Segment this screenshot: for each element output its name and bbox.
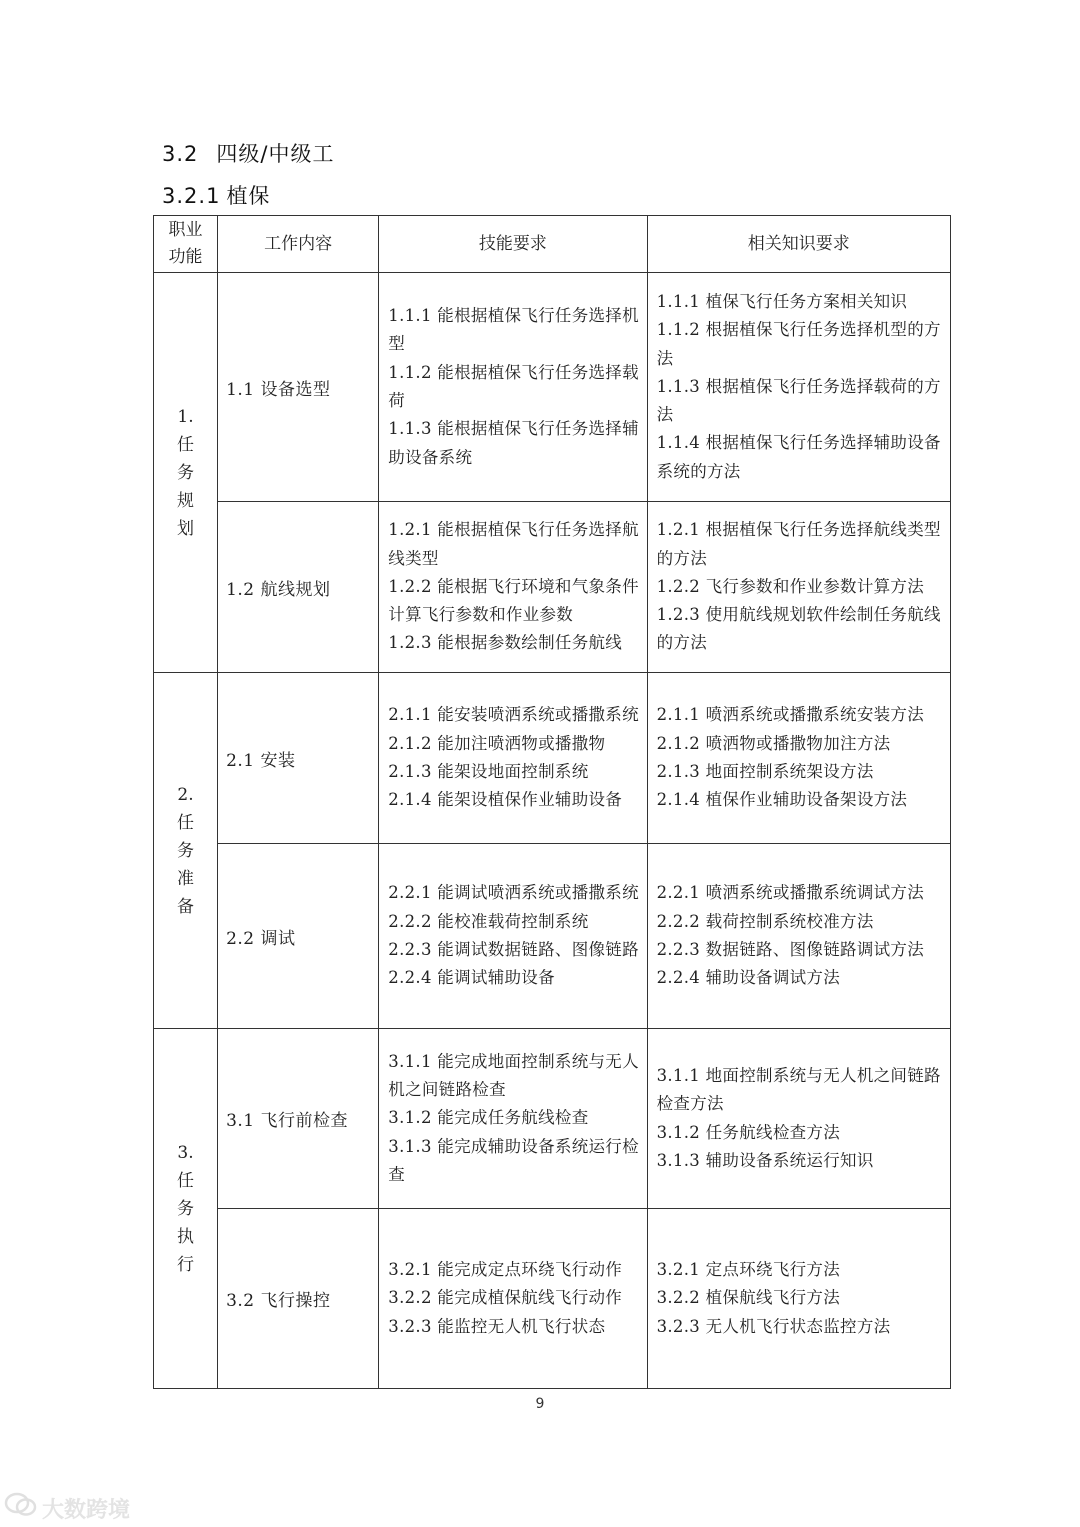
knowledge-cell	[647, 1029, 950, 1209]
knowledge-cell	[647, 1209, 950, 1389]
requirement-item: 1.1.3 能根据植保飞行任务选择辅助设备系统	[388, 419, 639, 467]
function-cell	[154, 1029, 218, 1389]
requirement-item: 3.1.1 地面控制系统与无人机之间链路检查方法	[656, 1065, 941, 1114]
table-header-row	[154, 216, 951, 273]
skills-cell	[379, 273, 647, 502]
function-number: 1.	[177, 406, 194, 427]
requirement-item: 3.2.2 植保航线飞行方法	[656, 1288, 841, 1308]
requirement-item: 1.2.3 使用航线规划软件绘制任务航线的方法	[656, 605, 941, 653]
requirement-item: 2.2.1 喷洒系统或播撒系统调试方法	[656, 883, 925, 903]
requirement-item: 2.2.3 数据链路、图像链路调试方法	[656, 940, 925, 959]
header-work: 工作内容	[218, 216, 379, 273]
function-char: 任	[177, 812, 195, 833]
function-char: 任	[177, 434, 195, 455]
knowledge-cell	[647, 673, 950, 844]
section-title: 四级/中级工	[216, 142, 335, 166]
function-number: 3.	[177, 1142, 194, 1163]
requirement-item: 2.2.2 能校准载荷控制系统	[388, 911, 589, 931]
work-content-cell: 3.2 飞行操控	[218, 1209, 379, 1389]
requirement-item: 2.1.1 喷洒系统或播撒系统安装方法	[656, 705, 925, 725]
knowledge-cell	[647, 273, 950, 502]
section-number: 3.2	[162, 142, 199, 166]
skills-cell	[379, 502, 647, 673]
section-heading	[162, 138, 334, 168]
requirement-item: 3.2.1 能完成定点环绕飞行动作	[388, 1260, 623, 1280]
requirement-item: 1.1.2 根据植保飞行任务选择机型的方法	[656, 320, 941, 368]
work-content-cell: 1.1 设备选型	[218, 273, 379, 502]
function-char: 任	[177, 1170, 195, 1191]
requirement-item: 3.2.1 定点环绕飞行方法	[656, 1260, 841, 1280]
page-number: 9	[535, 1396, 545, 1412]
function-char: 划	[177, 518, 195, 539]
requirement-item: 2.2.4 能调试辅助设备	[388, 968, 555, 988]
watermark	[4, 1492, 130, 1524]
requirement-item: 2.2.2 载荷控制系统校准方法	[656, 911, 874, 931]
function-cell	[154, 673, 218, 1029]
knowledge-cell	[647, 502, 950, 673]
table-row	[154, 844, 951, 1029]
weixin-logo-icon	[4, 1492, 38, 1524]
requirement-item: 2.1.2 喷洒物或播撒物加注方法	[656, 733, 891, 753]
header-knowledge: 相关知识要求	[647, 216, 950, 273]
requirement-item: 2.2.3 能调试数据链路、图像链路	[388, 940, 639, 959]
requirement-item: 3.2.2 能完成植保航线飞行动作	[388, 1288, 623, 1308]
work-content-cell: 1.2 航线规划	[218, 502, 379, 673]
function-char: 备	[177, 896, 195, 917]
requirement-item: 2.1.2 能加注喷洒物或播撒物	[388, 733, 606, 753]
subsection-title: 植保	[226, 184, 271, 208]
requirement-item: 1.1.2 能根据植保飞行任务选择载荷	[388, 362, 639, 410]
requirement-item: 3.1.2 任务航线检查方法	[656, 1122, 841, 1142]
function-cell	[154, 273, 218, 673]
work-content-cell: 3.1 飞行前检查	[218, 1029, 379, 1209]
table-row	[154, 1209, 951, 1389]
work-content-cell: 2.2 调试	[218, 844, 379, 1029]
requirement-item: 2.1.4 能架设植保作业辅助设备	[388, 790, 623, 810]
table-row	[154, 273, 951, 502]
requirement-item: 1.2.2 飞行参数和作业参数计算方法	[656, 576, 925, 596]
requirements-table	[153, 215, 951, 1389]
requirement-item: 1.2.3 能根据参数绘制任务航线	[388, 633, 623, 653]
function-char: 务	[177, 1198, 195, 1219]
table-row	[154, 502, 951, 673]
requirement-item: 3.2.3 无人机飞行状态监控方法	[656, 1316, 891, 1336]
skills-cell	[379, 844, 647, 1029]
requirement-item: 3.1.2 能完成任务航线检查	[388, 1108, 589, 1128]
requirement-item: 3.1.3 能完成辅助设备系统运行检查	[388, 1136, 639, 1184]
skills-cell	[379, 1029, 647, 1209]
requirement-item: 1.1.4 根据植保飞行任务选择辅助设备系统的方法	[656, 433, 941, 481]
work-content-cell: 2.1 安装	[218, 673, 379, 844]
requirement-item: 3.1.3 辅助设备系统运行知识	[656, 1150, 874, 1170]
function-number: 2.	[177, 784, 194, 805]
function-char: 务	[177, 840, 195, 861]
requirement-item: 2.1.4 植保作业辅助设备架设方法	[656, 790, 908, 810]
table-row	[154, 1029, 951, 1209]
requirement-item: 2.1.1 能安装喷洒系统或播撒系统	[388, 705, 639, 725]
header-function-line: 职业	[168, 220, 203, 240]
function-char: 执	[177, 1226, 195, 1247]
requirement-item: 1.2.1 能根据植保飞行任务选择航线类型	[388, 520, 639, 568]
requirement-item: 3.2.3 能监控无人机飞行状态	[388, 1316, 606, 1336]
knowledge-cell	[647, 844, 950, 1029]
skills-cell	[379, 673, 647, 844]
header-skills: 技能要求	[379, 216, 647, 273]
function-char: 准	[177, 868, 195, 889]
requirement-item: 1.2.1 根据植保飞行任务选择航线类型的方法	[656, 520, 941, 568]
header-function-line: 功能	[168, 247, 203, 267]
requirement-item: 2.1.3 能架设地面控制系统	[388, 762, 589, 781]
watermark-text: 大数跨境	[42, 1497, 131, 1523]
requirement-item: 1.2.2 能根据飞行环境和气象条件计算飞行参数和作业参数	[388, 576, 639, 625]
function-char: 务	[177, 462, 195, 483]
requirement-item: 1.1.1 能根据植保飞行任务选择机型	[388, 306, 639, 354]
subsection-number: 3.2.1	[162, 184, 221, 208]
header-function	[154, 216, 218, 273]
requirement-item: 2.1.3 地面控制系统架设方法	[656, 762, 874, 781]
function-char: 规	[177, 490, 195, 511]
requirement-item: 1.1.3 根据植保飞行任务选择载荷的方法	[656, 376, 941, 425]
skills-cell	[379, 1209, 647, 1389]
table-row	[154, 673, 951, 844]
requirement-item: 3.1.1 能完成地面控制系统与无人机之间链路检查	[388, 1051, 639, 1100]
requirement-item: 1.1.1 植保飞行任务方案相关知识	[656, 291, 908, 311]
function-char: 行	[177, 1254, 195, 1275]
requirement-item: 2.2.4 辅助设备调试方法	[656, 968, 841, 988]
subsection-heading	[162, 180, 270, 210]
requirement-item: 2.2.1 能调试喷洒系统或播撒系统	[388, 883, 639, 903]
